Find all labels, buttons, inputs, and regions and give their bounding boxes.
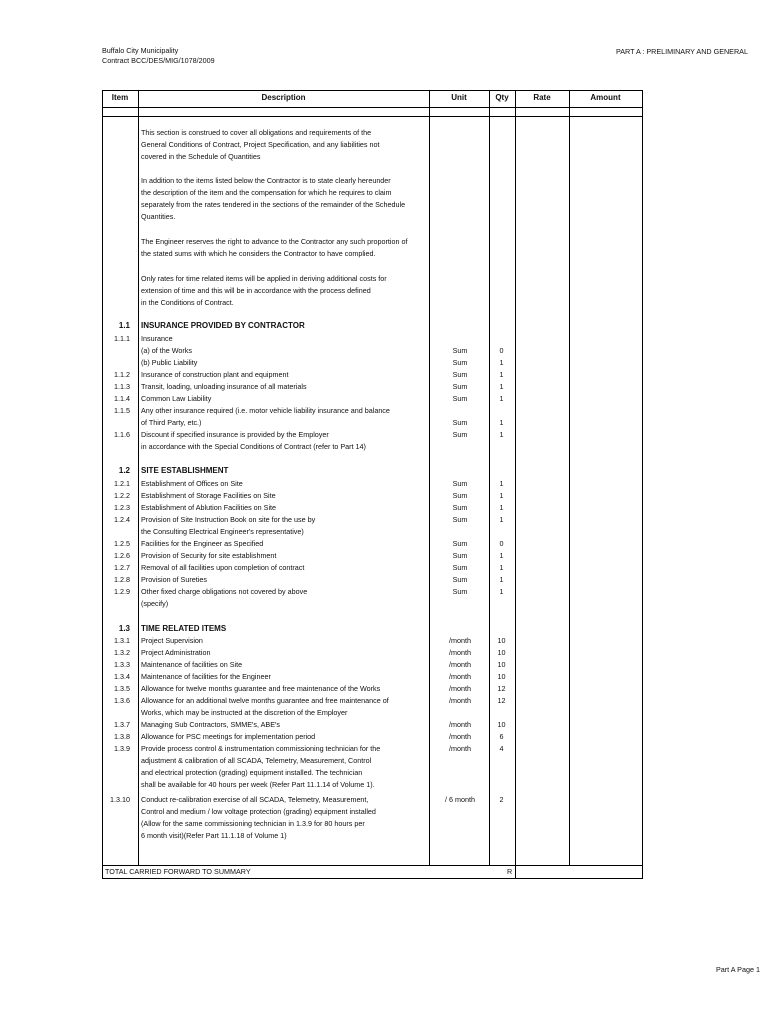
unit-cell: Sum bbox=[452, 358, 468, 367]
description-cell: Facilities for the Engineer as Specified bbox=[141, 539, 264, 548]
qty-cell: 10 bbox=[497, 648, 506, 657]
item-cell: 1.3.4 bbox=[114, 672, 130, 681]
description-cell: Establishment of Storage Facilities on Site bbox=[141, 491, 276, 500]
description-cell: Removal of all facilities upon completion of contract bbox=[141, 563, 305, 572]
qty-cell: 1 bbox=[499, 491, 504, 500]
column-header-rate: Rate bbox=[533, 93, 551, 102]
table-row bbox=[102, 369, 643, 381]
description-cell: Allowance for twelve months guarantee and free maintenance of the Works bbox=[141, 684, 381, 693]
unit-cell: Sum bbox=[452, 430, 468, 439]
table-row bbox=[102, 273, 643, 285]
description-cell: Insurance bbox=[141, 334, 173, 343]
item-cell: 1.2.1 bbox=[114, 479, 130, 488]
table-row bbox=[102, 731, 643, 743]
table-row bbox=[102, 490, 643, 502]
description-cell: Quantities. bbox=[141, 212, 176, 221]
description-cell: Project Supervision bbox=[141, 636, 203, 645]
unit-cell: Sum bbox=[452, 551, 468, 560]
description-cell: (a) of the Works bbox=[141, 346, 192, 355]
item-cell: 1.3.2 bbox=[114, 648, 130, 657]
description-cell: (Allow for the same commissioning technician in 1.3.9 for 80 hours per bbox=[141, 819, 365, 828]
description-cell: Allowance for an additional twelve months guarantee and free maintenance of bbox=[141, 696, 389, 705]
description-cell: SITE ESTABLISHMENT bbox=[141, 466, 229, 475]
description-cell: Discount if specified insurance is provided by the Employer bbox=[141, 430, 329, 439]
table-row bbox=[102, 550, 643, 562]
table-row bbox=[102, 647, 643, 659]
table-row bbox=[102, 659, 643, 671]
unit-cell: Sum bbox=[452, 346, 468, 355]
column-header-item: Item bbox=[111, 93, 129, 102]
table-row bbox=[102, 598, 643, 610]
total-currency: R bbox=[507, 867, 513, 876]
unit-cell: Sum bbox=[452, 418, 468, 427]
table-row bbox=[102, 743, 643, 755]
item-cell: 1.2.2 bbox=[114, 491, 130, 500]
item-cell: 1.3.10 bbox=[110, 795, 130, 804]
table-row bbox=[102, 357, 643, 369]
qty-cell: 6 bbox=[499, 732, 504, 741]
description-cell: Establishment of Ablution Facilities on Site bbox=[141, 503, 277, 512]
item-cell: 1.1.1 bbox=[114, 334, 130, 343]
total-row bbox=[102, 866, 643, 878]
table-row bbox=[102, 635, 643, 647]
item-cell: 1.2 bbox=[118, 466, 130, 475]
table-row bbox=[102, 562, 643, 574]
unit-cell: /month bbox=[449, 720, 471, 729]
description-cell: the description of the item and the compensation for which he requires to claim bbox=[141, 188, 392, 197]
description-cell: in accordance with the Special Conditions of Contract (refer to Part 14) bbox=[141, 442, 366, 451]
unit-cell: Sum bbox=[452, 503, 468, 512]
body-top-border bbox=[102, 116, 643, 117]
unit-cell: / 6 month bbox=[445, 795, 475, 804]
qty-cell: 1 bbox=[499, 563, 504, 572]
item-cell: 1.1.2 bbox=[114, 370, 130, 379]
table-row bbox=[102, 830, 643, 842]
description-cell: TIME RELATED ITEMS bbox=[141, 624, 227, 633]
description-cell: separately from the rates tendered in the sections of the remainder of the Schedule bbox=[141, 200, 406, 209]
table-row bbox=[102, 514, 643, 526]
description-cell: Managing Sub Contractors, SMME's, ABE's bbox=[141, 720, 280, 729]
table-row bbox=[102, 671, 643, 683]
qty-cell: 1 bbox=[499, 418, 504, 427]
table-row bbox=[102, 538, 643, 550]
table-row bbox=[102, 695, 643, 707]
table-row bbox=[102, 297, 643, 309]
item-cell: 1.2.9 bbox=[114, 587, 130, 596]
table-row bbox=[102, 478, 643, 490]
table-row bbox=[102, 429, 643, 441]
qty-cell: 1 bbox=[499, 503, 504, 512]
table-row bbox=[102, 526, 643, 538]
qty-cell: 1 bbox=[499, 515, 504, 524]
description-cell: Works, which may be instructed at the discretion of the Employer bbox=[141, 708, 348, 717]
unit-cell: Sum bbox=[452, 491, 468, 500]
unit-cell: Sum bbox=[452, 575, 468, 584]
description-cell: Project Administration bbox=[141, 648, 211, 657]
description-cell: INSURANCE PROVIDED BY CONTRACTOR bbox=[141, 321, 305, 330]
municipality-name: Buffalo City Municipality bbox=[102, 46, 179, 55]
description-cell: The Engineer reserves the right to advance to the Contractor any such proportion of bbox=[141, 237, 408, 246]
description-cell: covered in the Schedule of Quantities bbox=[141, 152, 261, 161]
unit-cell: /month bbox=[449, 660, 471, 669]
qty-cell: 1 bbox=[499, 479, 504, 488]
description-cell: Provision of Sureties bbox=[141, 575, 207, 584]
description-cell: Any other insurance required (i.e. motor vehicle liability insurance and balance bbox=[141, 406, 390, 415]
description-cell: in the Conditions of Contract. bbox=[141, 298, 234, 307]
qty-cell: 1 bbox=[499, 587, 504, 596]
section-heading-row bbox=[102, 623, 643, 635]
item-cell: 1.3.7 bbox=[114, 720, 130, 729]
qty-cell: 12 bbox=[497, 684, 506, 693]
table-row bbox=[102, 818, 643, 830]
unit-cell: Sum bbox=[452, 563, 468, 572]
table-row bbox=[102, 683, 643, 695]
description-cell: Provide process control & instrumentation commissioning technician for the bbox=[141, 744, 381, 753]
table-row bbox=[102, 127, 643, 139]
unit-cell: /month bbox=[449, 648, 471, 657]
item-cell: 1.2.5 bbox=[114, 539, 130, 548]
qty-cell: 1 bbox=[499, 370, 504, 379]
qty-cell: 0 bbox=[499, 539, 504, 548]
description-cell: Insurance of construction plant and equipment bbox=[141, 370, 289, 379]
table-row bbox=[102, 806, 643, 818]
item-cell: 1.2.3 bbox=[114, 503, 130, 512]
description-cell: extension of time and this will be in accordance with the process defined bbox=[141, 286, 371, 295]
header-bottom-border bbox=[102, 107, 643, 108]
item-cell: 1.1 bbox=[118, 321, 130, 330]
qty-cell: 10 bbox=[497, 636, 506, 645]
qty-cell: 1 bbox=[499, 551, 504, 560]
item-cell: 1.2.8 bbox=[114, 575, 130, 584]
table-row bbox=[102, 719, 643, 731]
table-row bbox=[102, 139, 643, 151]
description-cell: adjustment & calibration of all SCADA, Telemetry, Measurement, Control bbox=[141, 756, 372, 765]
item-cell: 1.2.6 bbox=[114, 551, 130, 560]
item-cell: 1.1.3 bbox=[114, 382, 130, 391]
item-cell: 1.3.1 bbox=[114, 636, 130, 645]
description-cell: Transit, loading, unloading insurance of all materials bbox=[141, 382, 307, 391]
description-cell: Provision of Security for site establishment bbox=[141, 551, 277, 560]
table-row bbox=[102, 767, 643, 779]
unit-cell: /month bbox=[449, 732, 471, 741]
item-cell: 1.3 bbox=[118, 624, 130, 633]
schedule-table bbox=[102, 90, 643, 879]
qty-cell: 1 bbox=[499, 575, 504, 584]
unit-cell: Sum bbox=[452, 515, 468, 524]
column-header-qty: Qty bbox=[495, 93, 509, 102]
table-row bbox=[102, 794, 643, 806]
table-row bbox=[102, 574, 643, 586]
unit-cell: /month bbox=[449, 684, 471, 693]
qty-cell: 1 bbox=[499, 394, 504, 403]
description-cell: of Third Party, etc.) bbox=[141, 418, 202, 427]
unit-cell: Sum bbox=[452, 382, 468, 391]
column-header-description: Description bbox=[261, 93, 306, 102]
table-row bbox=[102, 211, 643, 223]
description-cell: Establishment of Offices on Site bbox=[141, 479, 243, 488]
qty-cell: 12 bbox=[497, 696, 506, 705]
table-row bbox=[102, 586, 643, 598]
table-row bbox=[102, 175, 643, 187]
unit-cell: Sum bbox=[452, 370, 468, 379]
description-cell: Only rates for time related items will be applied in deriving additional costs for bbox=[141, 274, 387, 283]
unit-cell: /month bbox=[449, 636, 471, 645]
qty-cell: 1 bbox=[499, 382, 504, 391]
table-row bbox=[102, 441, 643, 453]
column-header-amount: Amount bbox=[590, 93, 621, 102]
qty-cell: 0 bbox=[499, 346, 504, 355]
item-cell: 1.3.6 bbox=[114, 696, 130, 705]
contract-number: Contract BCC/DES/MIG/1078/2009 bbox=[102, 56, 215, 65]
item-cell: 1.3.9 bbox=[114, 744, 130, 753]
description-cell: (b) Public Liability bbox=[141, 358, 198, 367]
table-row bbox=[102, 285, 643, 297]
description-cell: Common Law Liability bbox=[141, 394, 212, 403]
table-row bbox=[102, 755, 643, 767]
unit-cell: Sum bbox=[452, 587, 468, 596]
description-cell: Control and medium / low voltage protection (grading) equipment installed bbox=[141, 807, 376, 816]
section-heading-row bbox=[102, 320, 643, 332]
table-row bbox=[102, 151, 643, 163]
unit-cell: /month bbox=[449, 696, 471, 705]
item-cell: 1.1.6 bbox=[114, 430, 130, 439]
page-number: Part A Page 1 bbox=[716, 965, 760, 974]
table-row bbox=[102, 381, 643, 393]
part-title: PART A : PRELIMINARY AND GENERAL bbox=[616, 47, 748, 56]
description-cell: Maintenance of facilities for the Engineer bbox=[141, 672, 271, 681]
table-row bbox=[102, 405, 643, 417]
qty-cell: 1 bbox=[499, 358, 504, 367]
description-cell: This section is construed to cover all obligations and requirements of the bbox=[141, 128, 372, 137]
table-row bbox=[102, 779, 643, 791]
description-cell: shall be available for 40 hours per week (Refer Part 11.1.14 of Volume 1). bbox=[141, 780, 375, 789]
unit-cell: Sum bbox=[452, 539, 468, 548]
item-cell: 1.2.4 bbox=[114, 515, 130, 524]
description-cell: Other fixed charge obligations not covered by above bbox=[141, 587, 308, 596]
qty-cell: 1 bbox=[499, 430, 504, 439]
qty-cell: 4 bbox=[499, 744, 504, 753]
item-cell: 1.2.7 bbox=[114, 563, 130, 572]
qty-cell: 10 bbox=[497, 660, 506, 669]
table-row bbox=[102, 393, 643, 405]
table-row bbox=[102, 707, 643, 719]
table-top-border bbox=[102, 90, 643, 91]
table-row bbox=[102, 417, 643, 429]
table-bottom-border bbox=[102, 878, 643, 879]
description-cell: Provision of Site Instruction Book on site for the use by bbox=[141, 515, 316, 524]
section-heading-row bbox=[102, 465, 643, 477]
description-cell: Maintenance of facilities on Site bbox=[141, 660, 243, 669]
item-cell: 1.3.3 bbox=[114, 660, 130, 669]
total-label: TOTAL CARRIED FORWARD TO SUMMARY bbox=[105, 867, 251, 876]
qty-cell: 10 bbox=[497, 672, 506, 681]
unit-cell: /month bbox=[449, 672, 471, 681]
description-cell: the stated sums with which he considers the Contractor to have complied. bbox=[141, 249, 376, 258]
qty-cell: 10 bbox=[497, 720, 506, 729]
item-cell: 1.3.8 bbox=[114, 732, 130, 741]
table-row bbox=[102, 248, 643, 260]
unit-cell: Sum bbox=[452, 394, 468, 403]
table-row bbox=[102, 333, 643, 345]
description-cell: In addition to the items listed below the Contractor is to state clearly hereunder bbox=[141, 176, 391, 185]
item-cell: 1.1.4 bbox=[114, 394, 130, 403]
table-row bbox=[102, 502, 643, 514]
description-cell: Allowance for PSC meetings for implementation period bbox=[141, 732, 316, 741]
table-row bbox=[102, 187, 643, 199]
item-cell: 1.3.5 bbox=[114, 684, 130, 693]
unit-cell: Sum bbox=[452, 479, 468, 488]
table-row bbox=[102, 199, 643, 211]
item-cell: 1.1.5 bbox=[114, 406, 130, 415]
unit-cell: /month bbox=[449, 744, 471, 753]
description-cell: Conduct re-calibration exercise of all SCADA, Telemetry, Measurement, bbox=[141, 795, 369, 804]
column-header-unit: Unit bbox=[451, 93, 467, 102]
description-cell: 6 month visit)(Refer Part 11.1.18 of Volume 1) bbox=[141, 831, 287, 840]
document-header bbox=[102, 46, 215, 66]
description-cell: the Consulting Electrical Engineer's representative) bbox=[141, 527, 304, 536]
table-row bbox=[102, 236, 643, 248]
table-row bbox=[102, 345, 643, 357]
qty-cell: 2 bbox=[499, 795, 504, 804]
description-cell: General Conditions of Contract, Project Specification, and any liabilities not bbox=[141, 140, 380, 149]
description-cell: (specify) bbox=[141, 599, 169, 608]
description-cell: and electrical protection (grading) equipment installed. The technician bbox=[141, 768, 363, 777]
